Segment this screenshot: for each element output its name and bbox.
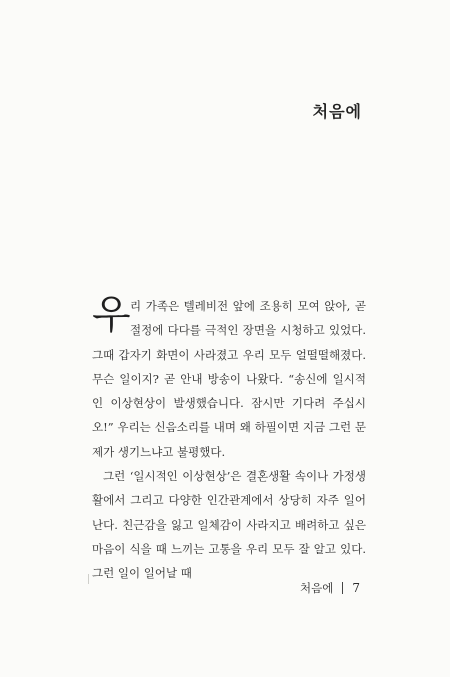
paragraph-1-text: 리 가족은 텔레비전 앞에 조용히 모여 앉아, 곧 절정에 다다를 극적인 장면을 시청하고 있었다. 그때 갑자기 화면이 사라졌고 우리 모두 얼떨떨해졌다. 무슨 일이지? 곧 안내 방송이 나왔다. “송신에 일시적인 이상현상이 발생했습니다. 잠시만 기다려 주십시오!” 우리는 신음소리를 내며 왜 하필이면 지금 그런 문제가 생기느냐고 불평했다. bbox=[92, 299, 366, 459]
paragraph-first bbox=[92, 294, 366, 464]
paragraph-second bbox=[92, 464, 366, 585]
running-head: 처음에 bbox=[300, 581, 334, 595]
drop-cap: 우 bbox=[92, 292, 131, 338]
page-footer bbox=[300, 580, 360, 596]
chapter-title: 처음에 bbox=[312, 102, 362, 121]
margin-mark bbox=[88, 574, 89, 584]
page-number: 7 bbox=[352, 581, 360, 595]
paragraph-2-text: 그런 ‘일시적인 이상현상’은 결혼생활 속이나 가정생활에서 그리고 다양한 인간관계에서 상당히 자주 일어난다. 친근감을 잃고 일체감이 사라지고 배려하고 싶은 마음이 식을 때 느끼는 고통을 우리 모두 잘 알고 있다. 그런 일이 일어날 때 bbox=[92, 469, 366, 581]
body-text bbox=[92, 294, 366, 586]
footer-divider bbox=[342, 582, 343, 594]
